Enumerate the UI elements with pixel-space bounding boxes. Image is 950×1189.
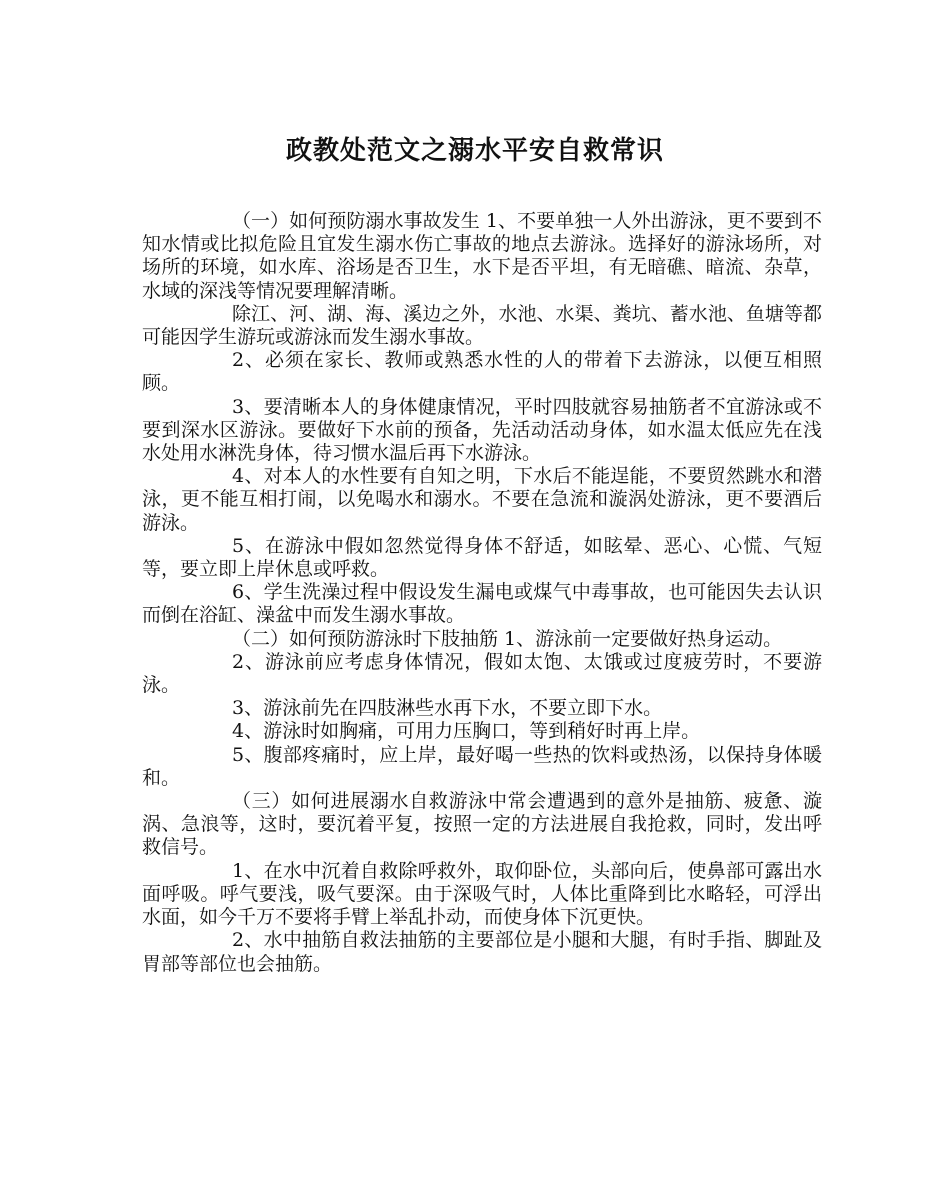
paragraph-stay-calm: 1、在水中沉着自救除呼救外，取仰卧位，头部向后，使鼻部可露出水面呼吸。呼气要浅，吸气要深。由于深吸气时，人体比重降到比水略轻，可浮出水面，如今千万不要将手臂上举乱扑动，而使身体下沉更快。 <box>142 859 822 929</box>
page-title: 政教处范文之溺水平安自救常识 <box>285 136 664 166</box>
paragraph-prevention-intro: （一）如何预防溺水事故发生 1、不要单独一人外出游泳，更不要到不知水情或比拟危险且宜发生溺水伤亡事故的地点去游泳。选择好的游泳场所，对场所的环境，如水库、浴场是否卫生，水下是否平坦，有无暗礁、暗流、杂草，水域的深浅等情况要理解清晰。 <box>142 210 822 302</box>
paragraph-bathing-risk: 6、学生洗澡过程中假设发生漏电或煤气中毒事故，也可能因失去认识而倒在浴缸、澡盆中而发生溺水事故。 <box>142 581 822 627</box>
paragraph-health-check: 3、要清晰本人的身体健康情况，平时四肢就容易抽筋者不宜游泳或不要到深水区游泳。要做好下水前的预备，先活动活动身体，如水温太低应先在浅水处用水淋洗身体，待习惯水温后再下水游泳。 <box>142 395 822 465</box>
paragraph-body-condition: 2、游泳前应考虑身体情况，假如太饱、太饿或过度疲劳时，不要游泳。 <box>142 650 822 697</box>
paragraph-wet-limbs: 3、游泳前先在四肢淋些水再下水，不要立即下水。 <box>232 697 663 720</box>
document-body <box>142 210 822 976</box>
paragraph-know-ability: 4、对本人的水性要有自知之明，下水后不能逞能，不要贸然跳水和潜泳，更不能互相打闹，以免喝水和溺水。不要在急流和漩涡处游泳，更不要酒后游泳。 <box>142 465 822 534</box>
paragraph-risk-locations: 除江、河、湖、海、溪边之外，水池、水渠、粪坑、蓄水池、鱼塘等都可能因学生游玩或游泳而发生溺水事故。 <box>142 302 822 349</box>
paragraph-cramp-rescue: 2、水中抽筋自救法抽筋的主要部位是小腿和大腿，有时手指、脚趾及胃部等部位也会抽筋。 <box>142 929 822 975</box>
paragraph-chest-pain: 4、游泳时如胸痛，可用力压胸口，等到稍好时再上岸。 <box>232 720 701 743</box>
paragraph-self-rescue-intro: （三）如何进展溺水自救游泳中常会遭遇到的意外是抽筋、疲惫、漩涡、急浪等，这时，要沉着平复，按照一定的方法进展自我抢救，同时，发出呼救信号。 <box>142 790 822 859</box>
paragraph-feel-unwell: 5、在游泳中假如忽然觉得身体不舒适，如眩晕、恶心、心慌、气短等，要立即上岸休息或呼救。 <box>142 534 822 581</box>
paragraph-stomach-pain: 5、腹部疼痛时，应上岸，最好喝一些热的饮料或热汤，以保持身体暖和。 <box>142 743 822 789</box>
paragraph-cramp-intro: （二）如何预防游泳时下肢抽筋 1、游泳前一定要做好热身运动。 <box>232 627 783 650</box>
paragraph-supervision: 2、必须在家长、教师或熟悉水性的人的带着下去游泳，以便互相照顾。 <box>142 349 822 395</box>
